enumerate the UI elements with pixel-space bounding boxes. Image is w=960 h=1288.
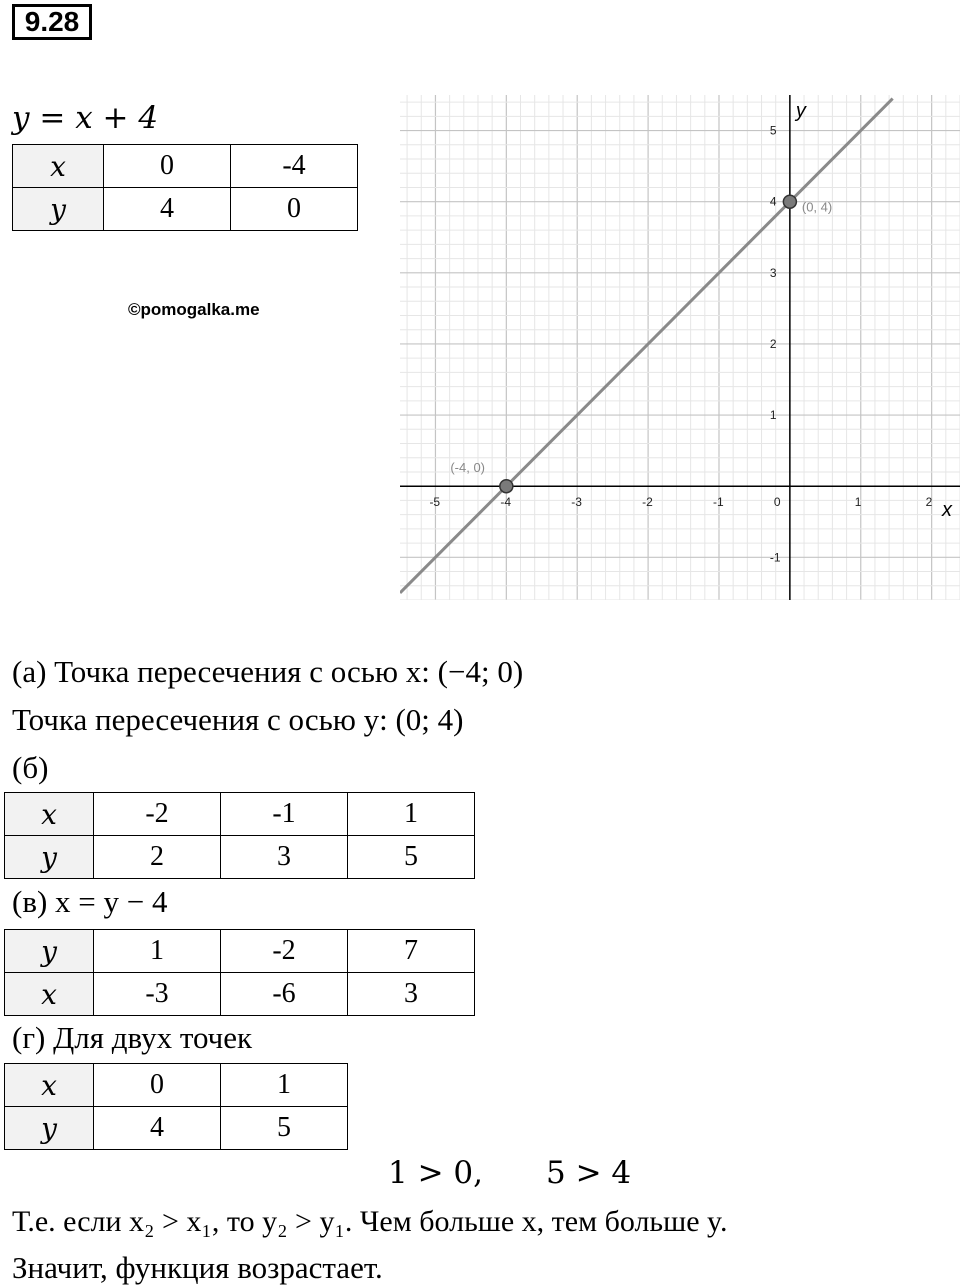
data-point-label: (0, 4) — [801, 199, 833, 215]
x-tick-label: 1 — [854, 495, 862, 510]
table-row — [5, 930, 475, 973]
table-head-cell: y — [5, 1107, 94, 1150]
table-cell: 5 — [348, 836, 475, 879]
y-tick-label: 1 — [769, 408, 777, 423]
table-row — [13, 145, 358, 188]
table-cell: 0 — [104, 145, 231, 188]
table-cell: 1 — [94, 930, 221, 973]
table-head-cell: y — [5, 836, 94, 879]
values-table-b — [4, 792, 475, 879]
table-cell: 4 — [104, 188, 231, 231]
y-tick-label: 5 — [769, 123, 777, 138]
data-point — [500, 480, 513, 493]
inequality-2: 5 > 4 — [546, 1155, 632, 1191]
table-row — [5, 1064, 348, 1107]
problem-number: 9.28 — [12, 4, 92, 40]
function-graph — [400, 95, 960, 600]
table-cell: 1 — [348, 793, 475, 836]
table-cell: -2 — [94, 793, 221, 836]
table-head-cell: x — [13, 145, 104, 188]
table-cell: 5 — [221, 1107, 348, 1150]
table-cell: -1 — [221, 793, 348, 836]
table-row — [5, 973, 475, 1016]
table-cell: 7 — [348, 930, 475, 973]
y-tick-label: -1 — [769, 550, 781, 565]
x-tick-label: 2 — [925, 495, 933, 510]
table-head-cell: x — [5, 1064, 94, 1107]
data-point — [783, 195, 796, 208]
x-tick-label: 0 — [773, 495, 781, 510]
x-tick-label: -4 — [500, 495, 512, 510]
part-a-line2: Точка пересечения с осью y: (0; 4) — [12, 702, 464, 737]
conclusion-line2: Значит, функция возрастает. — [12, 1250, 383, 1285]
table-head-cell: y — [13, 188, 104, 231]
table-cell: 3 — [348, 973, 475, 1016]
table-head-cell: x — [5, 973, 94, 1016]
x-axis-label: x — [942, 499, 952, 522]
values-table-v — [4, 929, 475, 1016]
table-row — [5, 836, 475, 879]
x-tick-label: -2 — [642, 495, 653, 510]
x-tick-label: -5 — [429, 495, 441, 510]
watermark: ©pomogalka.me — [128, 300, 260, 319]
y-axis-label: y — [795, 100, 806, 122]
table-row — [5, 1107, 348, 1150]
x-tick-label: -3 — [571, 495, 582, 510]
table-head-cell: y — [5, 930, 94, 973]
table-head-cell: x — [5, 793, 94, 836]
series-lines — [400, 99, 893, 593]
values-table-g — [4, 1063, 348, 1150]
part-a-line1: (а) Точка пересечения с осью x: (−4; 0) — [12, 654, 524, 689]
y-tick-label: 4 — [769, 194, 777, 209]
table-row — [5, 793, 475, 836]
table-cell: 1 — [221, 1064, 348, 1107]
table-cell: -2 — [221, 930, 348, 973]
table-cell: -6 — [221, 973, 348, 1016]
y-tick-label: 2 — [769, 336, 777, 351]
table-cell: -4 — [231, 145, 358, 188]
grid-lines — [400, 95, 960, 600]
part-v-label: (в) x = y − 4 — [12, 884, 168, 919]
function-formula: y = x + 4 — [12, 100, 159, 136]
function-line — [400, 99, 893, 593]
table-cell: 2 — [94, 836, 221, 879]
inequality-1: 1 > 0, — [388, 1155, 483, 1191]
table-cell: 3 — [221, 836, 348, 879]
part-b-label: (б) — [12, 750, 49, 785]
y-tick-label: 3 — [769, 265, 777, 280]
values-table-main — [12, 144, 358, 231]
table-cell: -3 — [94, 973, 221, 1016]
table-cell: 0 — [231, 188, 358, 231]
conclusion-line1: Т.е. если x₂ > x₁, то y₂ > y₁. Чем больше x, тем больше y. — [12, 1205, 728, 1238]
x-tick-label: -1 — [712, 495, 724, 510]
part-g-label: (г) Для двух точек — [12, 1020, 253, 1055]
axes — [400, 95, 960, 600]
table-cell: 4 — [94, 1107, 221, 1150]
table-row — [13, 188, 358, 231]
table-cell: 0 — [94, 1064, 221, 1107]
data-point-label: (-4, 0) — [450, 460, 486, 476]
